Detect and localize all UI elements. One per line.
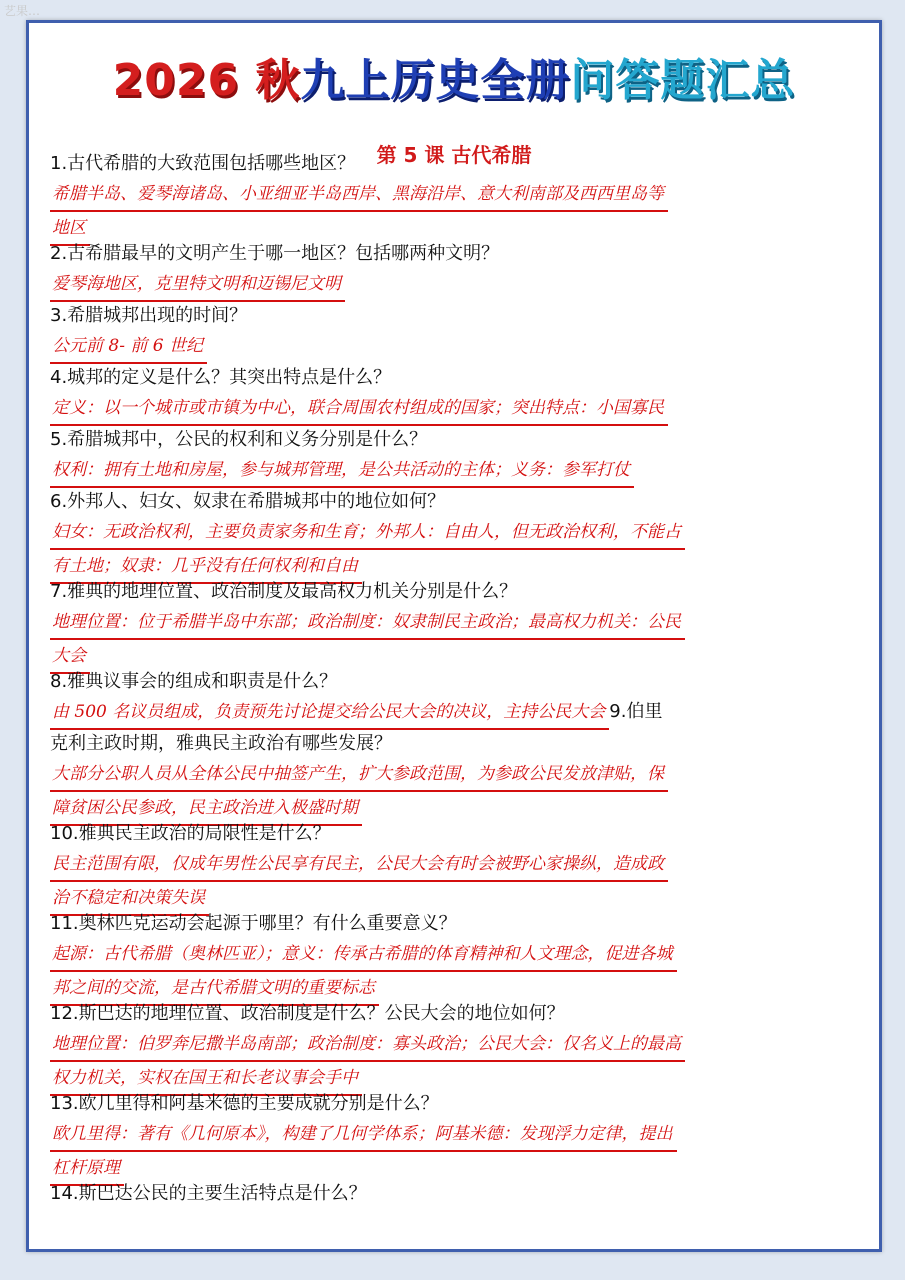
answer-line: 地区 — [50, 212, 90, 246]
question-text: 3.希腊城邦出现的时间？ — [50, 305, 248, 326]
answer-line: 妇女：无政治权利，主要负责家务和生育；外邦人：自由人，但无政治权利，不能占 — [50, 516, 685, 550]
answer-line: 民主范围有限，仅成年男性公民享有民主，公民大会有时会被野心家操纵，造成政 — [50, 848, 668, 882]
question-text-inline: 9.伯里 — [609, 701, 663, 722]
answer-text — [50, 178, 858, 246]
qa-item — [50, 1090, 858, 1186]
answer-line: 大会 — [50, 640, 90, 674]
answer-line: 障贫困公民参政，民主政治进入极盛时期 — [50, 792, 362, 826]
answer-text — [50, 1028, 858, 1096]
answer-text — [50, 848, 858, 916]
question-text: 克利主政时期，雅典民主政治有哪些发展？ — [50, 733, 392, 754]
question-text: 5.希腊城邦中，公民的权利和义务分别是什么？ — [50, 429, 428, 450]
answer-line: 地理位置：伯罗奔尼撒半岛南部；政治制度：寡头政治；公民大会：仅名义上的最高 — [50, 1028, 685, 1062]
answer-line: 邦之间的交流，是古代希腊文明的重要标志 — [50, 972, 379, 1006]
answer-line: 有土地；奴隶：几乎没有任何权利和自由 — [50, 550, 362, 584]
qa-item — [50, 302, 858, 364]
title-part-summary: 问答题汇总 — [570, 55, 796, 106]
title-part-subject: 九上历史全册 — [300, 55, 571, 106]
qa-item — [50, 820, 858, 916]
question-text: 14.斯巴达公民的主要生活特点是什么？ — [50, 1183, 367, 1204]
answer-line: 定义：以一个城市或市镇为中心，联合周围农村组成的国家；突出特点：小国寡民 — [50, 392, 668, 426]
answer-line: 治不稳定和决策失误 — [50, 882, 209, 916]
answer-text — [50, 758, 858, 826]
question-text: 13.欧几里得和阿基米德的主要成就分别是什么？ — [50, 1093, 439, 1114]
qa-item — [50, 1000, 858, 1096]
question-text: 4.城邦的定义是什么？其突出特点是什么？ — [50, 367, 392, 388]
answer-text — [50, 606, 858, 674]
qa-item — [50, 730, 858, 826]
answer-line: 欧几里得：著有《几何原本》，构建了几何学体系；阿基米德：发现浮力定律，提出 — [50, 1118, 677, 1152]
answer-line: 起源：古代希腊（奥林匹亚）；意义：传承古希腊的体育精神和人文理念，促进各城 — [50, 938, 677, 972]
qa-item — [50, 426, 858, 488]
qa-item — [50, 150, 858, 246]
answer-line: 大部分公职人员从全体公民中抽签产生，扩大参政范围，为参政公民发放津贴，保 — [50, 758, 668, 792]
qa-item — [50, 488, 858, 584]
answer-text — [50, 696, 858, 730]
title-part-year: 2026 秋 — [112, 55, 301, 106]
answer-text — [50, 454, 858, 488]
answer-line: 权利：拥有土地和房屋，参与城邦管理，是公共活动的主体；义务：参军打仗 — [50, 454, 634, 488]
question-text: 6.外邦人、妇女、奴隶在希腊城邦中的地位如何？ — [50, 491, 446, 512]
watermark: 艺果… — [4, 4, 41, 18]
answer-line: 权力机关，实权在国王和长老议事会手中 — [50, 1062, 362, 1096]
answer-line: 公元前 8- 前 6 世纪 — [50, 330, 207, 364]
answer-line: 杠杆原理 — [50, 1152, 124, 1186]
answer-text — [50, 1118, 858, 1186]
answer-text — [50, 330, 858, 364]
page-title — [29, 51, 879, 111]
question-text: 8.雅典议事会的组成和职责是什么？ — [50, 671, 338, 692]
question-text: 1.古代希腊的大致范围包括哪些地区？ — [50, 153, 356, 174]
answer-text — [50, 516, 858, 584]
answer-line: 地理位置：位于希腊半岛中东部；政治制度：奴隶制民主政治；最高权力机关：公民 — [50, 606, 685, 640]
qa-item — [50, 240, 858, 302]
answer-line: 爱琴海地区，克里特文明和迈锡尼文明 — [50, 268, 345, 302]
answer-line: 由 500 名议员组成，负责预先讨论提交给公民大会的决议，主持公民大会 — [50, 696, 609, 730]
qa-item — [50, 910, 858, 1006]
answer-text — [50, 392, 858, 426]
question-text: 12.斯巴达的地理位置、政治制度是什么？公民大会的地位如何？ — [50, 1003, 565, 1024]
answer-text — [50, 268, 858, 302]
qa-item — [50, 1180, 858, 1208]
answer-text — [50, 938, 858, 1006]
question-text: 7.雅典的地理位置、政治制度及最高权力机关分别是什么？ — [50, 581, 518, 602]
qa-item — [50, 364, 858, 426]
question-text: 10.雅典民主政治的局限性是什么？ — [50, 823, 331, 844]
answer-line: 希腊半岛、爱琴海诸岛、小亚细亚半岛西岸、黑海沿岸、意大利南部及西西里岛等 — [50, 178, 668, 212]
qa-item — [50, 668, 858, 730]
question-text: 11.奥林匹克运动会起源于哪里？有什么重要意义？ — [50, 913, 457, 934]
question-text: 2.古希腊最早的文明产生于哪一地区？包括哪两种文明？ — [50, 243, 500, 264]
lesson-heading: 第 5 课 古代希腊 — [376, 143, 532, 167]
qa-item — [50, 578, 858, 674]
